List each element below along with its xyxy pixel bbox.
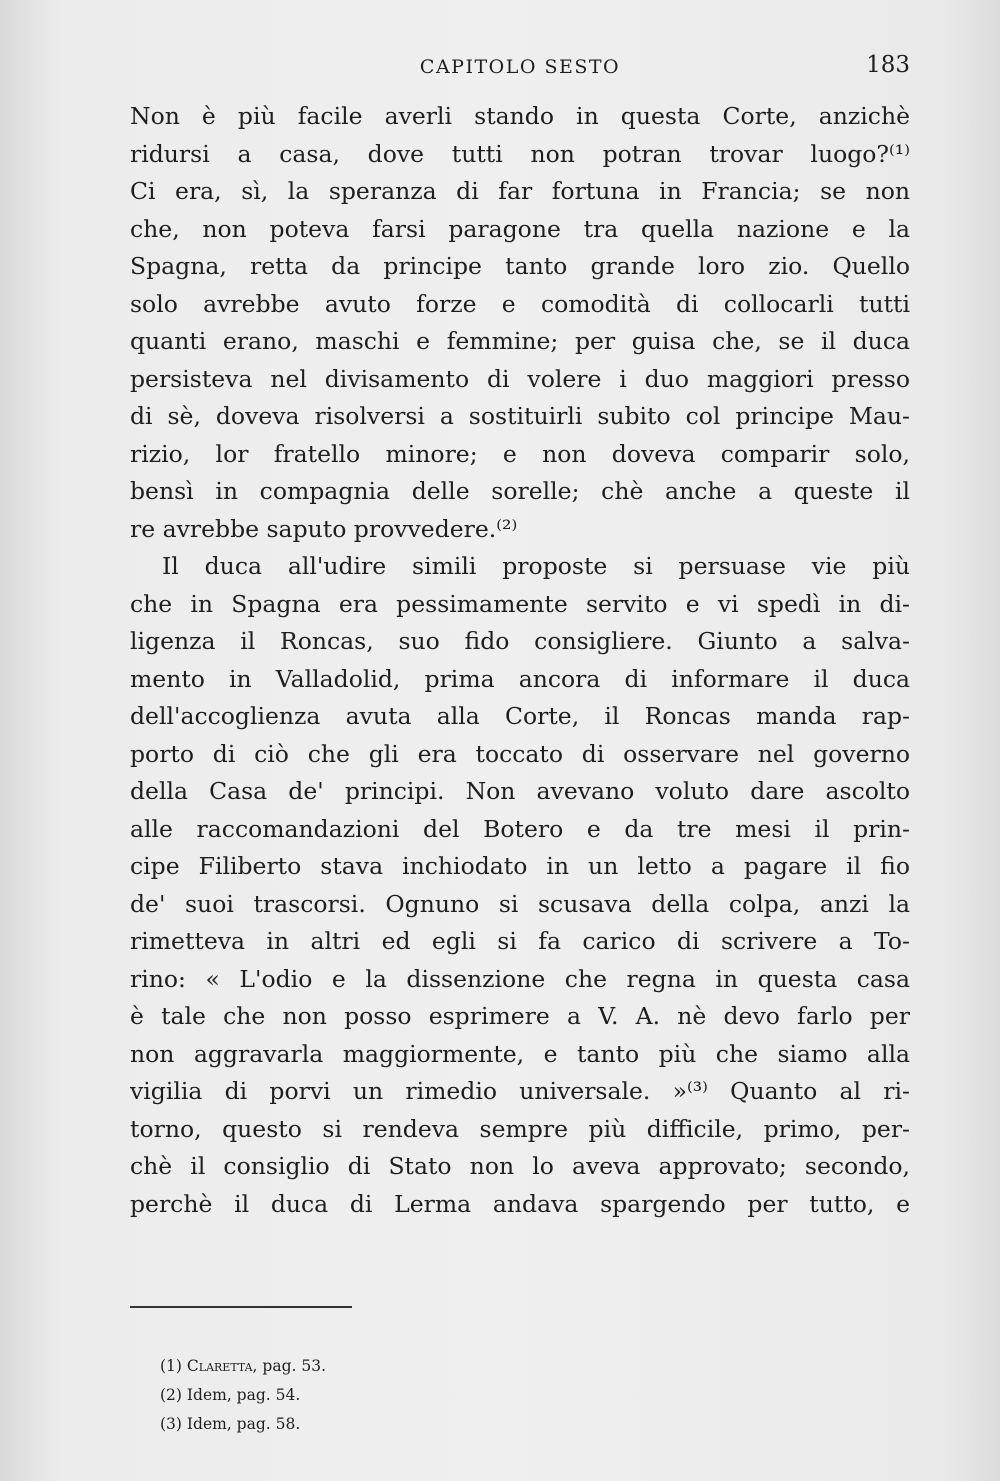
text-line: mento in Valladolid, prima ancora di informare il duca xyxy=(130,664,910,693)
text-line: re avrebbe saputo provvedere.⁽²⁾ xyxy=(130,514,518,543)
text-line: persisteva nel divisamento di volere i duo maggiori presso xyxy=(130,364,910,393)
text-line: rino: « L'odio e la dissenzione che regna in questa casa xyxy=(130,964,910,993)
text-line: perchè il duca di Lerma andava spargendo per tutto, e xyxy=(130,1189,910,1218)
text-line: bensì in compagnia delle sorelle; chè anche a queste il xyxy=(130,477,910,505)
text-line: rizio, lor fratello minore; e non doveva comparir solo, xyxy=(130,439,910,468)
body-text xyxy=(130,98,910,1223)
footnotes xyxy=(160,1352,660,1439)
footnote-rule xyxy=(130,1306,352,1308)
text-line: della Casa de' principi. Non avevano voluto dare ascolto xyxy=(130,777,910,805)
page-number: 183 xyxy=(866,52,910,78)
text-line: Ci era, sì, la speranza di far fortuna in Francia; se non xyxy=(130,177,910,205)
text-line: non aggravarla maggiormente, e tanto più che siamo alla xyxy=(130,1039,910,1068)
text-line: è tale che non posso esprimere a V. A. nè devo farlo per xyxy=(130,1002,910,1030)
text-line: quanti erano, maschi e femmine; per guisa che, se il duca xyxy=(130,327,910,355)
text-line: ridursi a casa, dove tutti non potran trovar luogo?⁽¹⁾ xyxy=(130,139,910,168)
text-line: rimetteva in altri ed egli si fa carico di scrivere a To- xyxy=(130,927,910,955)
footnote-reference: Idem, pag. 58. xyxy=(186,1415,301,1433)
text-line: porto di ciò che gli era toccato di osservare nel governo xyxy=(130,739,910,768)
footnote-author: Claretta xyxy=(186,1357,253,1375)
footnote-marker: (3) xyxy=(160,1415,182,1433)
footnote-reference: , pag. 53. xyxy=(252,1357,326,1375)
text-line: vigilia di porvi un rimedio universale. »⁽³⁾ Quanto al ri- xyxy=(130,1077,910,1105)
text-line: dell'accoglienza avuta alla Corte, il Roncas manda rap- xyxy=(130,702,910,730)
text-line: torno, questo si rendeva sempre più difficile, primo, per- xyxy=(130,1114,910,1143)
text-line: che in Spagna era pessimamente servito e vi spedì in di- xyxy=(130,589,910,618)
text-line: alle raccomandazioni del Botero e da tre mesi il prin- xyxy=(130,814,910,843)
footnote-marker: (1) xyxy=(160,1357,182,1375)
footnote xyxy=(160,1381,660,1410)
text-line: chè il consiglio di Stato non lo aveva approvato; secondo, xyxy=(130,1152,910,1180)
page-header xyxy=(130,52,910,88)
footnote-marker: (2) xyxy=(160,1386,182,1404)
text-line: che, non poteva farsi paragone tra quella nazione e la xyxy=(130,214,910,243)
footnote xyxy=(160,1352,660,1381)
footnote-reference: Idem, pag. 54. xyxy=(186,1386,301,1404)
running-head: CAPITOLO SESTO xyxy=(419,56,621,78)
text-line: ligenza il Roncas, suo fido consigliere. Giunto a salva- xyxy=(130,627,910,655)
text-line: Spagna, retta da principe tanto grande loro zio. Quello xyxy=(130,252,910,280)
footnote xyxy=(160,1410,660,1439)
text-line: di sè, doveva risolversi a sostituirli subito col principe Mau- xyxy=(130,402,910,430)
text-line: de' suoi trascorsi. Ognuno si scusava della colpa, anzi la xyxy=(130,889,910,918)
text-line: solo avrebbe avuto forze e comodità di collocarli tutti xyxy=(130,289,910,318)
text-line: Il duca all'udire simili proposte si persuase vie più xyxy=(162,552,910,580)
text-line: cipe Filiberto stava inchiodato in un letto a pagare il fio xyxy=(130,852,910,880)
text-line: Non è più facile averli stando in questa Corte, anzichè xyxy=(130,102,910,130)
